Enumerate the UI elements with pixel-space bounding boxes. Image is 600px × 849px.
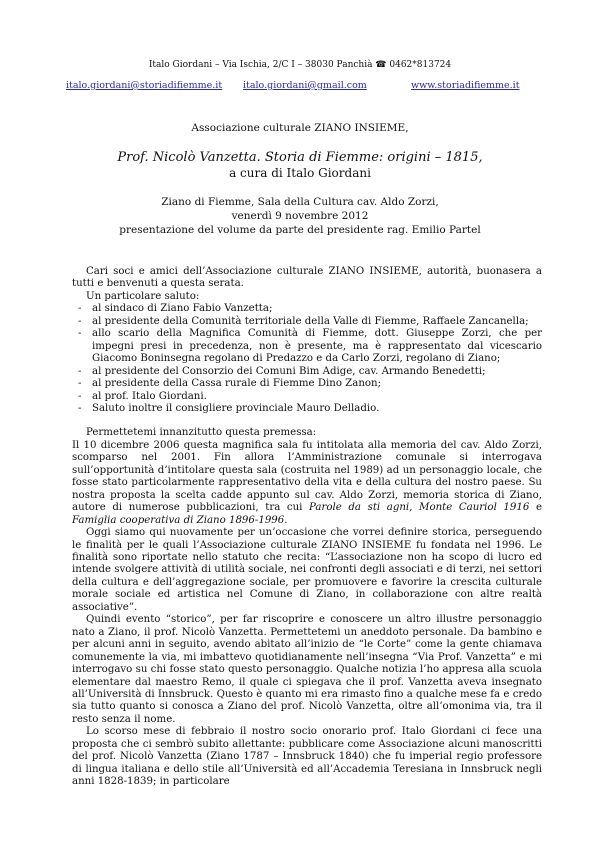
paragraph-end: . [284,514,288,526]
paragraph-proposta: Lo scorso mese di febbraio il nostro socio onorario prof. Italo Giordani ci fece una proposta che ci sembrò subito allettante: pubblicare come Associazione alcuni manoscritti del prof. Nicolò Vanzetta (Ziano 1787 – Innsbruck 1840) che fu imperial regio professore di lingua italiana e dello stile all’Università ed all’Accademia Teresiana in Innsbruck negli anni 1828-1839; in particolare [72,726,542,788]
paragraph-vanzetta: Quindi evento “storico”, per far riscoprire e conoscere un altro illustre personaggio nato a Ziano, il prof. Nicolò Vanzetta. Permettetemi un aneddoto personale. Da bambino e per alcuni anni in seguito, avendo abitato all’inizio de “le Corte” come la gente chiamava comunemente la via, mi imbattevo quotidianamente nell’insegna “Via Prof. Vanzetta” e mi interrogavo su chi fosse stato questo personaggio. Qualche notizia l’ho appresa alla scuola elementare dal maestro Remo, il quale ci spiegava che il prof. Vanzetta aveva insegnato all’Università di Innsbruck. Questo è quanto mi era rimasto fino a qualche mese fa e credo sia tutto quanto si conosca a Ziano del prof. Nicolò Vanzetta, oltre all’omonima via, tra il resto senza il nome. [72,614,542,725]
list-item: - al presidente del Consorzio dei Comuni Bim Adige, cav. Armando Benedetti; [72,366,542,378]
website-link[interactable]: www.storiadifiemme.it [411,80,520,91]
date-line: venerdì 9 novembre 2012 [231,210,369,222]
premise-intro: Permettetemi innanzitutto questa premessa: [86,427,317,439]
work-title: Famiglia cooperativa di Ziano 1896-1996 [72,514,285,526]
paragraph-text: Il 10 dicembre 2006 questa magnifica sala fu intitolata alla memoria del cav. Aldo Zorzi, scomparso nel 2001. Fin allora l’Amministrazione comunale si interrogava sull’opportunità d’intitolare questa sala (costruita nel 1989) ad un personaggio locale, che fosse stato particolarmente rappresentativo della vita e della cultura del nostro paese. Su nostra proposta la scelta cadde appunto sul cav. Aldo Zorzi, memoria storica di Ziano, autore di numerose pubblicazioni, tra cui [72,439,542,514]
list-item: - allo scario della Magnifica Comunità di Fiemme, dott. Giuseppe Zorzi, che per impegni presi in precedenza, non è presente, ma è rappresentato dal vicescario Giacomo Boninsegna regolano di Predazzo e da Carlo Zorzi, regolano di Ziano; [72,328,542,365]
contact-links [0,80,600,94]
presentation-line: presentazione del volume da parte del presidente rag. Emilio Partel [119,224,481,236]
place-line: Ziano di Fiemme, Sala della Cultura cav. Aldo Zorzi, [161,196,439,208]
book-title: Prof. Nicolò Vanzetta. Storia di Fiemme: origini – 1815, [117,150,483,165]
list-item: - Saluto inoltre il consigliere provinciale Mauro Delladio. [72,403,542,415]
list-item: - al sindaco di Ziano Fabio Vanzetta; [72,303,542,315]
greeting-paragraph: Cari soci e amici dell’Associazione culturale ZIANO INSIEME, autorità, buonasera a tutti e benvenuti a questa serata. [72,266,542,290]
association-heading: Associazione culturale ZIANO INSIEME, [191,122,409,134]
paragraph-gap [72,415,542,427]
salute-intro: Un particolare saluto: [86,290,200,302]
email-link-gmail[interactable]: italo.giordani@gmail.com [243,80,367,91]
letter-body [72,266,542,789]
paragraph-finalita: Oggi siamo qui nuovamente per un’occasione che vorrei definire storica, perseguendo le finalità per le quali l’Associazione culturale ZIANO INSIEME fu fondata nel 1996. Le finalità sono riportate nello statuto che recita: “L’associazione non ha scopo di lucro ed intende svolgere attività di utilità sociale, nei confronti degli associati e di terzi, nei settori della cultura e dell’aggregazione sociale, per promuovere e favorire la crescita culturale morale sociale ed artistica nel Comune di Ziano, in collaborazione con altre realtà associative”. [72,527,543,613]
work-title: Parole da sti agni, Monte Cauriol 1916 [309,502,530,514]
list-item: - al presidente della Comunità territoriale della Valle di Fiemme, Raffaele Zancanella; [72,316,542,328]
list-item: - al presidente della Cassa rurale di Fiemme Dino Zanon; [72,378,542,390]
contact-line: Italo Giordani – Via Ischia, 2/C I – 38030 Panchià ☎ 0462*813724 [148,60,452,70]
list-item: - al prof. Italo Giordani. [72,391,542,403]
curator-line: a cura di Italo Giordani [229,166,371,180]
salute-list [72,303,542,415]
email-link-storiadifiemme[interactable]: italo.giordani@storiadifiemme.it [66,80,223,91]
paragraph-aldo-zorzi [72,440,542,527]
conjunction: e [529,502,542,514]
